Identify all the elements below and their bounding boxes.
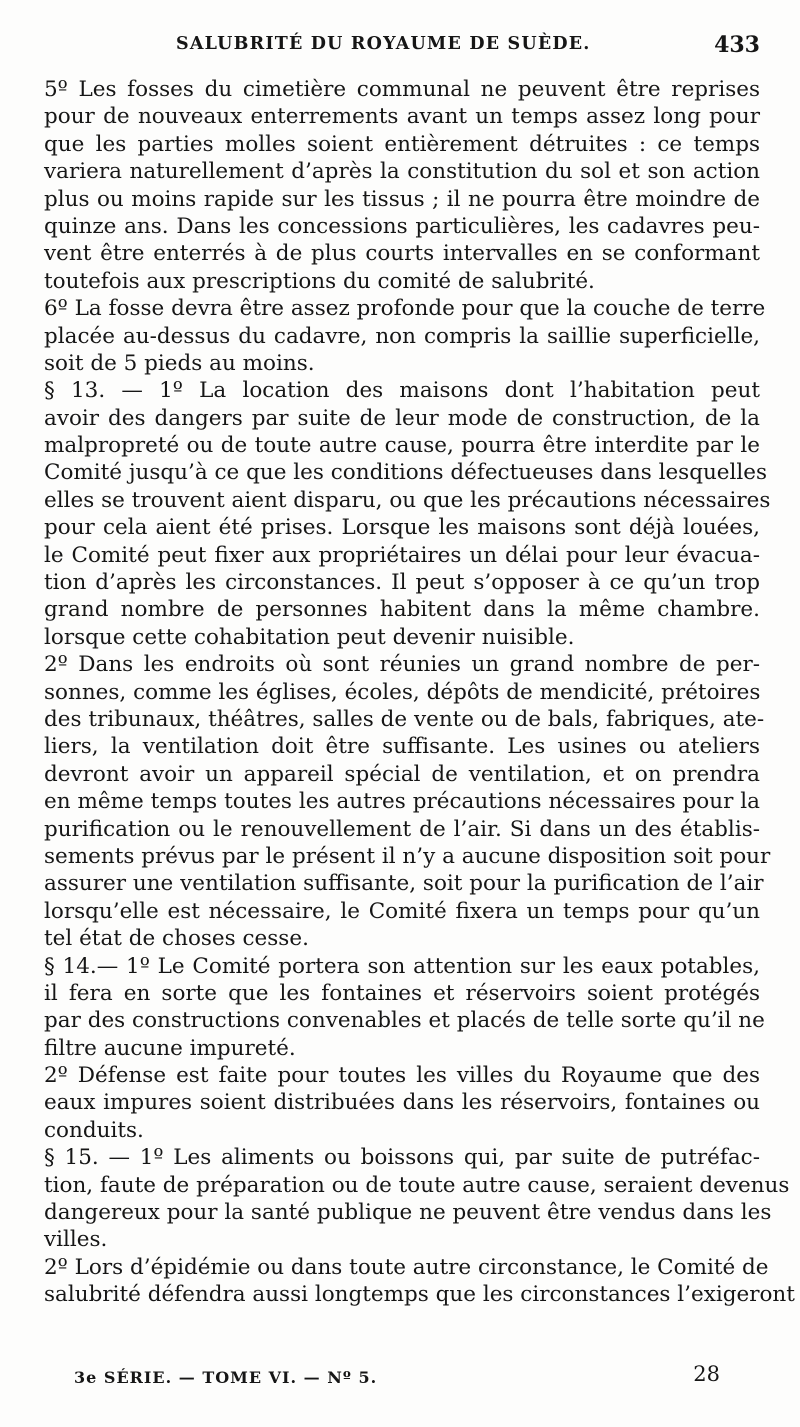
text-line: liers, la ventilation doit être suffisante. Les usines ou ateliers: [44, 734, 760, 760]
text-line: placée au-dessus du cadavre, non compris la saillie superficielle,: [44, 323, 760, 349]
text-line: variera naturellement d’après la constitution du sol et son action: [44, 159, 760, 185]
page-number: 433: [714, 32, 760, 58]
text-line: soit de 5 pieds au moins.: [44, 350, 315, 376]
text-line: avoir des dangers par suite de leur mode de construction, de la: [44, 405, 760, 431]
text-line: eaux impures soient distribuées dans les réservoirs, fontaines ou: [44, 1090, 760, 1116]
text-line: plus ou moins rapide sur les tissus ; il ne pourra être moindre de: [44, 186, 760, 212]
text-line: grand nombre de personnes habitent dans la même chambre.: [44, 597, 760, 623]
body-text: [44, 76, 795, 1309]
text-line: malpropreté ou de toute autre cause, pourra être interdite par le: [44, 433, 760, 459]
text-line: sements prévus par le présent il n’y a aucune disposition soit pour: [44, 843, 771, 869]
text-line: il fera en sorte que les fontaines et réservoirs soient protégés: [44, 980, 760, 1006]
text-line: par des constructions convenables et placés de telle sorte qu’il ne: [44, 1008, 765, 1034]
series-note: 3e SÉRIE. — TOME VI. — Nº 5.: [74, 1368, 378, 1387]
text-line: § 13. — 1º La location des maisons dont l’habitation peut: [44, 378, 760, 404]
text-line: tion d’après les circonstances. Il peut s’opposer à ce qu’un trop: [44, 570, 760, 596]
text-line: tion, faute de préparation ou de toute autre cause, seraient devenus: [44, 1172, 790, 1198]
text-line: en même temps toutes les autres précautions nécessaires pour la: [44, 789, 760, 815]
text-line: villes.: [44, 1227, 108, 1253]
signature-mark: 28: [693, 1362, 720, 1386]
running-head: [40, 34, 760, 64]
text-line: lorsqu’elle est nécessaire, le Comité fixera un temps pour qu’un: [44, 898, 760, 924]
text-line: 2º Défense est faite pour toutes les villes du Royaume que des: [44, 1063, 760, 1089]
text-line: quinze ans. Dans les concessions particulières, les cadavres peu-: [44, 213, 760, 239]
text-line: 5º Les fosses du cimetière communal ne peuvent être reprises: [44, 77, 760, 102]
text-line: 6º La fosse devra être assez profonde pour que la couche de terre: [44, 296, 766, 322]
text-line: devront avoir un appareil spécial de ventilation, et on prendra: [44, 761, 760, 787]
text-line: pour de nouveaux enterrements avant un temps assez long pour: [44, 104, 760, 130]
text-line: dangereux pour la santé publique ne peuvent être vendus dans les: [44, 1200, 772, 1226]
text-line: 2º Lors d’épidémie ou dans toute autre circonstance, le Comité de: [44, 1254, 769, 1280]
text-line: 2º Dans les endroits où sont réunies un grand nombre de per-: [44, 652, 760, 678]
text-line: Comité jusqu’à ce que les conditions défectueuses dans lesquelles: [44, 460, 768, 486]
text-line: sonnes, comme les églises, écoles, dépôts de mendicité, prétoires: [44, 679, 761, 705]
text-line: des tribunaux, théâtres, salles de vente ou de bals, fabriques, ate-: [44, 706, 765, 732]
text-line: § 14.— 1º Le Comité portera son attention sur les eaux potables,: [44, 953, 760, 979]
text-line: salubrité défendra aussi longtemps que les circonstances l’exigeront: [44, 1282, 795, 1308]
text-line: pour cela aient été prises. Lorsque les maisons sont déjà louées,: [44, 515, 760, 541]
page-footer: [44, 1362, 720, 1392]
text-line: que les parties molles soient entièrement détruites : ce temps: [44, 131, 760, 157]
text-line: vent être enterrés à de plus courts intervalles en se conformant: [44, 241, 760, 267]
text-line: le Comité peut fixer aux propriétaires un délai pour leur évacua-: [44, 542, 760, 568]
text-line: filtre aucune impureté.: [44, 1035, 296, 1061]
text-line: elles se trouvent aient disparu, ou que les précautions nécessaires: [44, 487, 771, 513]
text-line: assurer une ventilation suffisante, soit pour la purification de l’air: [44, 871, 764, 897]
text-line: § 15. — 1º Les aliments ou boissons qui, par suite de putréfac-: [44, 1145, 760, 1171]
text-line: toutefois aux prescriptions du comité de salubrité.: [44, 268, 595, 294]
running-title: SALUBRITÉ DU ROYAUME DE SUÈDE.: [176, 34, 591, 54]
text-line: lorsque cette cohabitation peut devenir nuisible.: [44, 624, 575, 650]
text-line: purification ou le renouvellement de l’air. Si dans un des établis-: [44, 816, 760, 842]
text-line: tel état de choses cesse.: [44, 926, 309, 952]
text-line: conduits.: [44, 1117, 144, 1143]
